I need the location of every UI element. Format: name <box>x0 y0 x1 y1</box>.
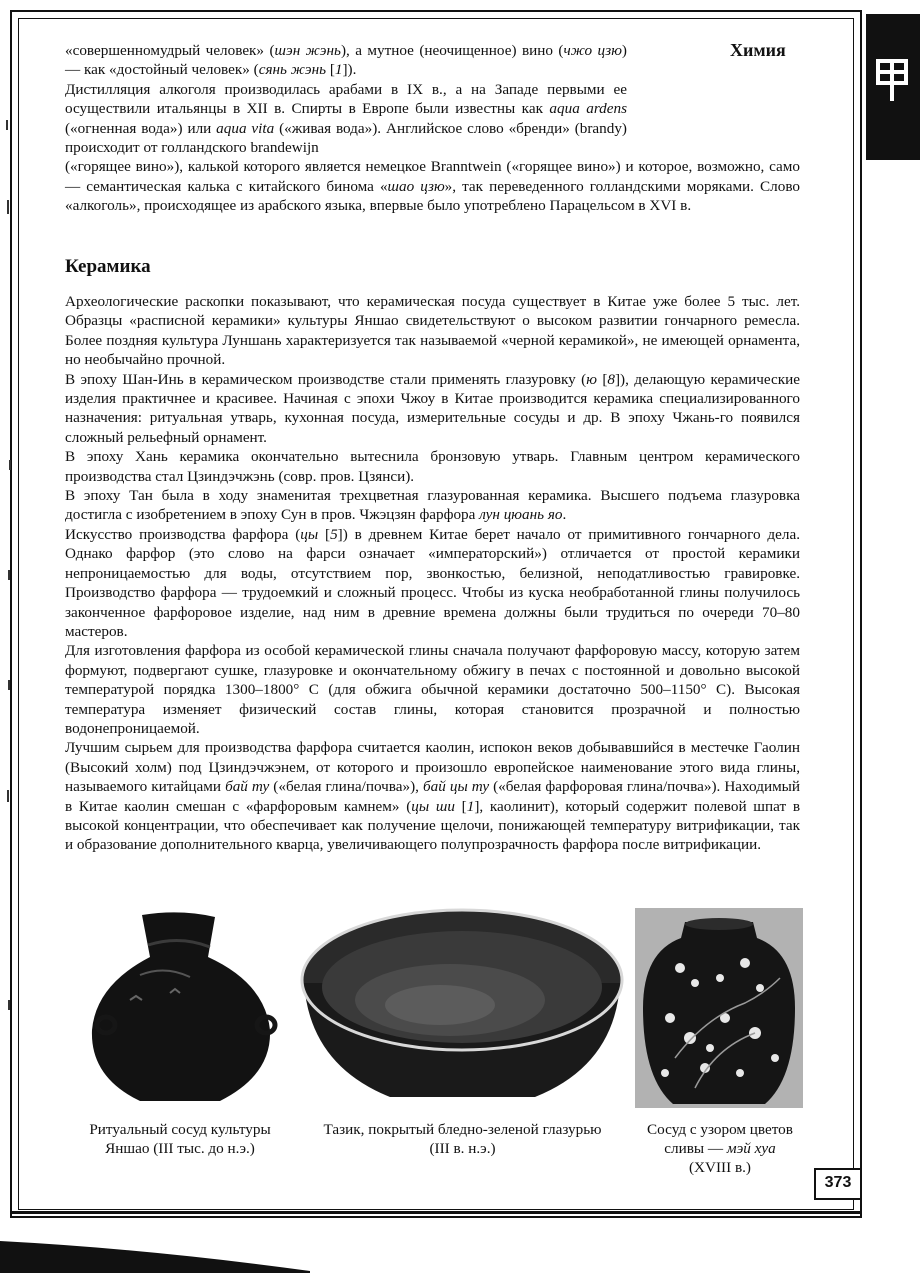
caption-line <box>630 1139 810 1158</box>
section-heading: Керамика <box>65 256 151 277</box>
section-label: Химия <box>730 40 786 60</box>
margin-mark <box>7 790 9 802</box>
caption-text: сливы — <box>664 1140 727 1157</box>
intro-paragraph-wide: («горящее вино»), калькой которого является немецкое Branntwein («горящее вино») и которое, возможно, само — семантическая калька с китайского бинома «шао цзю», так переведенного голландскими моряками. Слово «алкоголь», происходящее из арабского языка, впервые было употреблено Парацельсом в XVI в. <box>65 158 800 215</box>
scan-edge-shadow <box>0 1237 310 1273</box>
body-text <box>65 292 800 855</box>
caption-line: Ритуальный сосуд культуры <box>89 1121 271 1138</box>
caption-line: Яншао (III тыс. до н.э.) <box>105 1140 255 1157</box>
paragraph: Искусство производства фарфора (цы [5]) в древнем Китае берет начало от примитивного гончарного дела. Однако фарфор (это слово на фарси означает «императорский») отличается от простой керамики непроницаемостью для воды, отсутствием пор, звонкостью, белизной, неподатливостью гравировке. Производство фарфора — трудоемкий и сложный процесс. Чтобы из куска необработанной глины получилось законченное фарфоровое изделие, над ним в древние времена должны были трудиться по очереди 70–80 мастеров. <box>65 525 801 640</box>
caption-ritual-vessel <box>70 1120 290 1158</box>
page-number: 373 <box>824 1174 852 1191</box>
margin-mark <box>8 680 10 690</box>
paragraph: Для изготовления фарфора из особой керамической глины сначала получают фарфоровую массу, которую затем формуют, подвергают сушке, глазуровке и окончательному обжигу в печах с постоянной и довольно высокой температурой порядка 1300–1800° С (для обжига обычной керамики достаточно 500–1150° С). Высокая температура изменяет физический состав глины, которая становится прозрачной и полностью водонепроницаемой. <box>65 642 800 737</box>
caption-italic-term: мэй хуа <box>726 1140 776 1157</box>
margin-mark <box>9 460 11 470</box>
margin-mark <box>8 1000 10 1010</box>
caption-line: Тазик, покрытый бледно-зеленой глазурью <box>323 1121 602 1138</box>
margin-mark <box>8 570 10 580</box>
paragraph: В эпоху Шан-Инь в керамическом производстве стали применять глазуровку (ю [8]), делающую керамические изделия практичнее и красивее. Начиная с эпохи Чжоу в Китае производится керамика специализированного назначения: ритуальная утварь, кухонная посуда, измерительные сосуды и др. В эпоху Чжань-го появился сложный рельефный орнамент. <box>65 370 801 446</box>
paragraph: Лучшим сырьем для производства фарфора считается каолин, испокон веков добывавшийся в местечке Гаолин (Высокий холм) под Цзиндэчжэнем, от которого и произошло европейское наименование этого вида глины, называемого китайцами бай ту («белая глина/почва»), бай цы ту («белая фарфоровая глина/почва»). Находимый в Китае каолин смешан с «фарфоровым камнем» (цы ши [1], каолинит), который содержит полевой шпат в высокой концентрации, что обеспечивает как получение щелочи, понижающей температуру витрификации, так и образование дополнительного кварца, увеличивающего полупрозрачность фарфора после витрификации. <box>65 739 801 854</box>
intro-text <box>65 41 800 216</box>
intro-paragraph-narrow: «совершенномудрый человек» (шэн жэнь), а мутное (неочищенное) вино (чжо цзю) — как «достойный человек» (сянь жэнь [1]). Дистилляция алкоголя производилась арабами в IX в., а на Западе первыми ее осуществили итальянцы в XII в. Спирты в Европе были известны как aqua ardens («огненная вода») или aqua vita («живая вода»). Английское слово «бренди» (brandy) происходит от голландского brandewijn <box>65 42 628 157</box>
margin-mark <box>7 200 9 214</box>
margin-mark <box>6 120 8 130</box>
page-number-box <box>814 1168 860 1200</box>
caption-line: Сосуд с узором цветов <box>647 1121 793 1138</box>
paragraph: Археологические раскопки показывают, что керамическая посуда существует в Китае уже более 5 тыс. лет. Образцы «расписной керамики» культуры Яншао свидетельствуют о высоком развитии гончарного ремесла. Более поздняя культура Луншань характеризуется так называемой «черной керамикой», не имеющей орнамента, но необычайно прочной. <box>65 293 800 369</box>
page-frame-bottom-rule <box>10 1211 862 1214</box>
photo-plum-blossom-vase <box>635 908 803 1108</box>
caption-glazed-basin <box>300 1120 625 1158</box>
paragraph: В эпоху Хань керамика окончательно вытеснила бронзовую утварь. Главным центром керамического производства стал Цзиндэчжэнь (совр. пров. Цзянси). <box>65 448 800 485</box>
caption-plum-blossom-vase <box>630 1120 810 1177</box>
caption-line: (III в. н.э.) <box>429 1140 496 1157</box>
caption-line: (XVIII в.) <box>689 1159 751 1176</box>
photo-glazed-basin <box>300 905 625 1110</box>
chinese-character-icon <box>873 55 911 101</box>
photo-ritual-vessel <box>70 905 290 1110</box>
paragraph: В эпоху Тан была в ходу знаменитая трехцветная глазурованная керамика. Высшего подъема глазуровка достигла с изобретением в эпоху Сун в пров. Чжэцзян фарфора лун цюань яо. <box>65 487 800 524</box>
